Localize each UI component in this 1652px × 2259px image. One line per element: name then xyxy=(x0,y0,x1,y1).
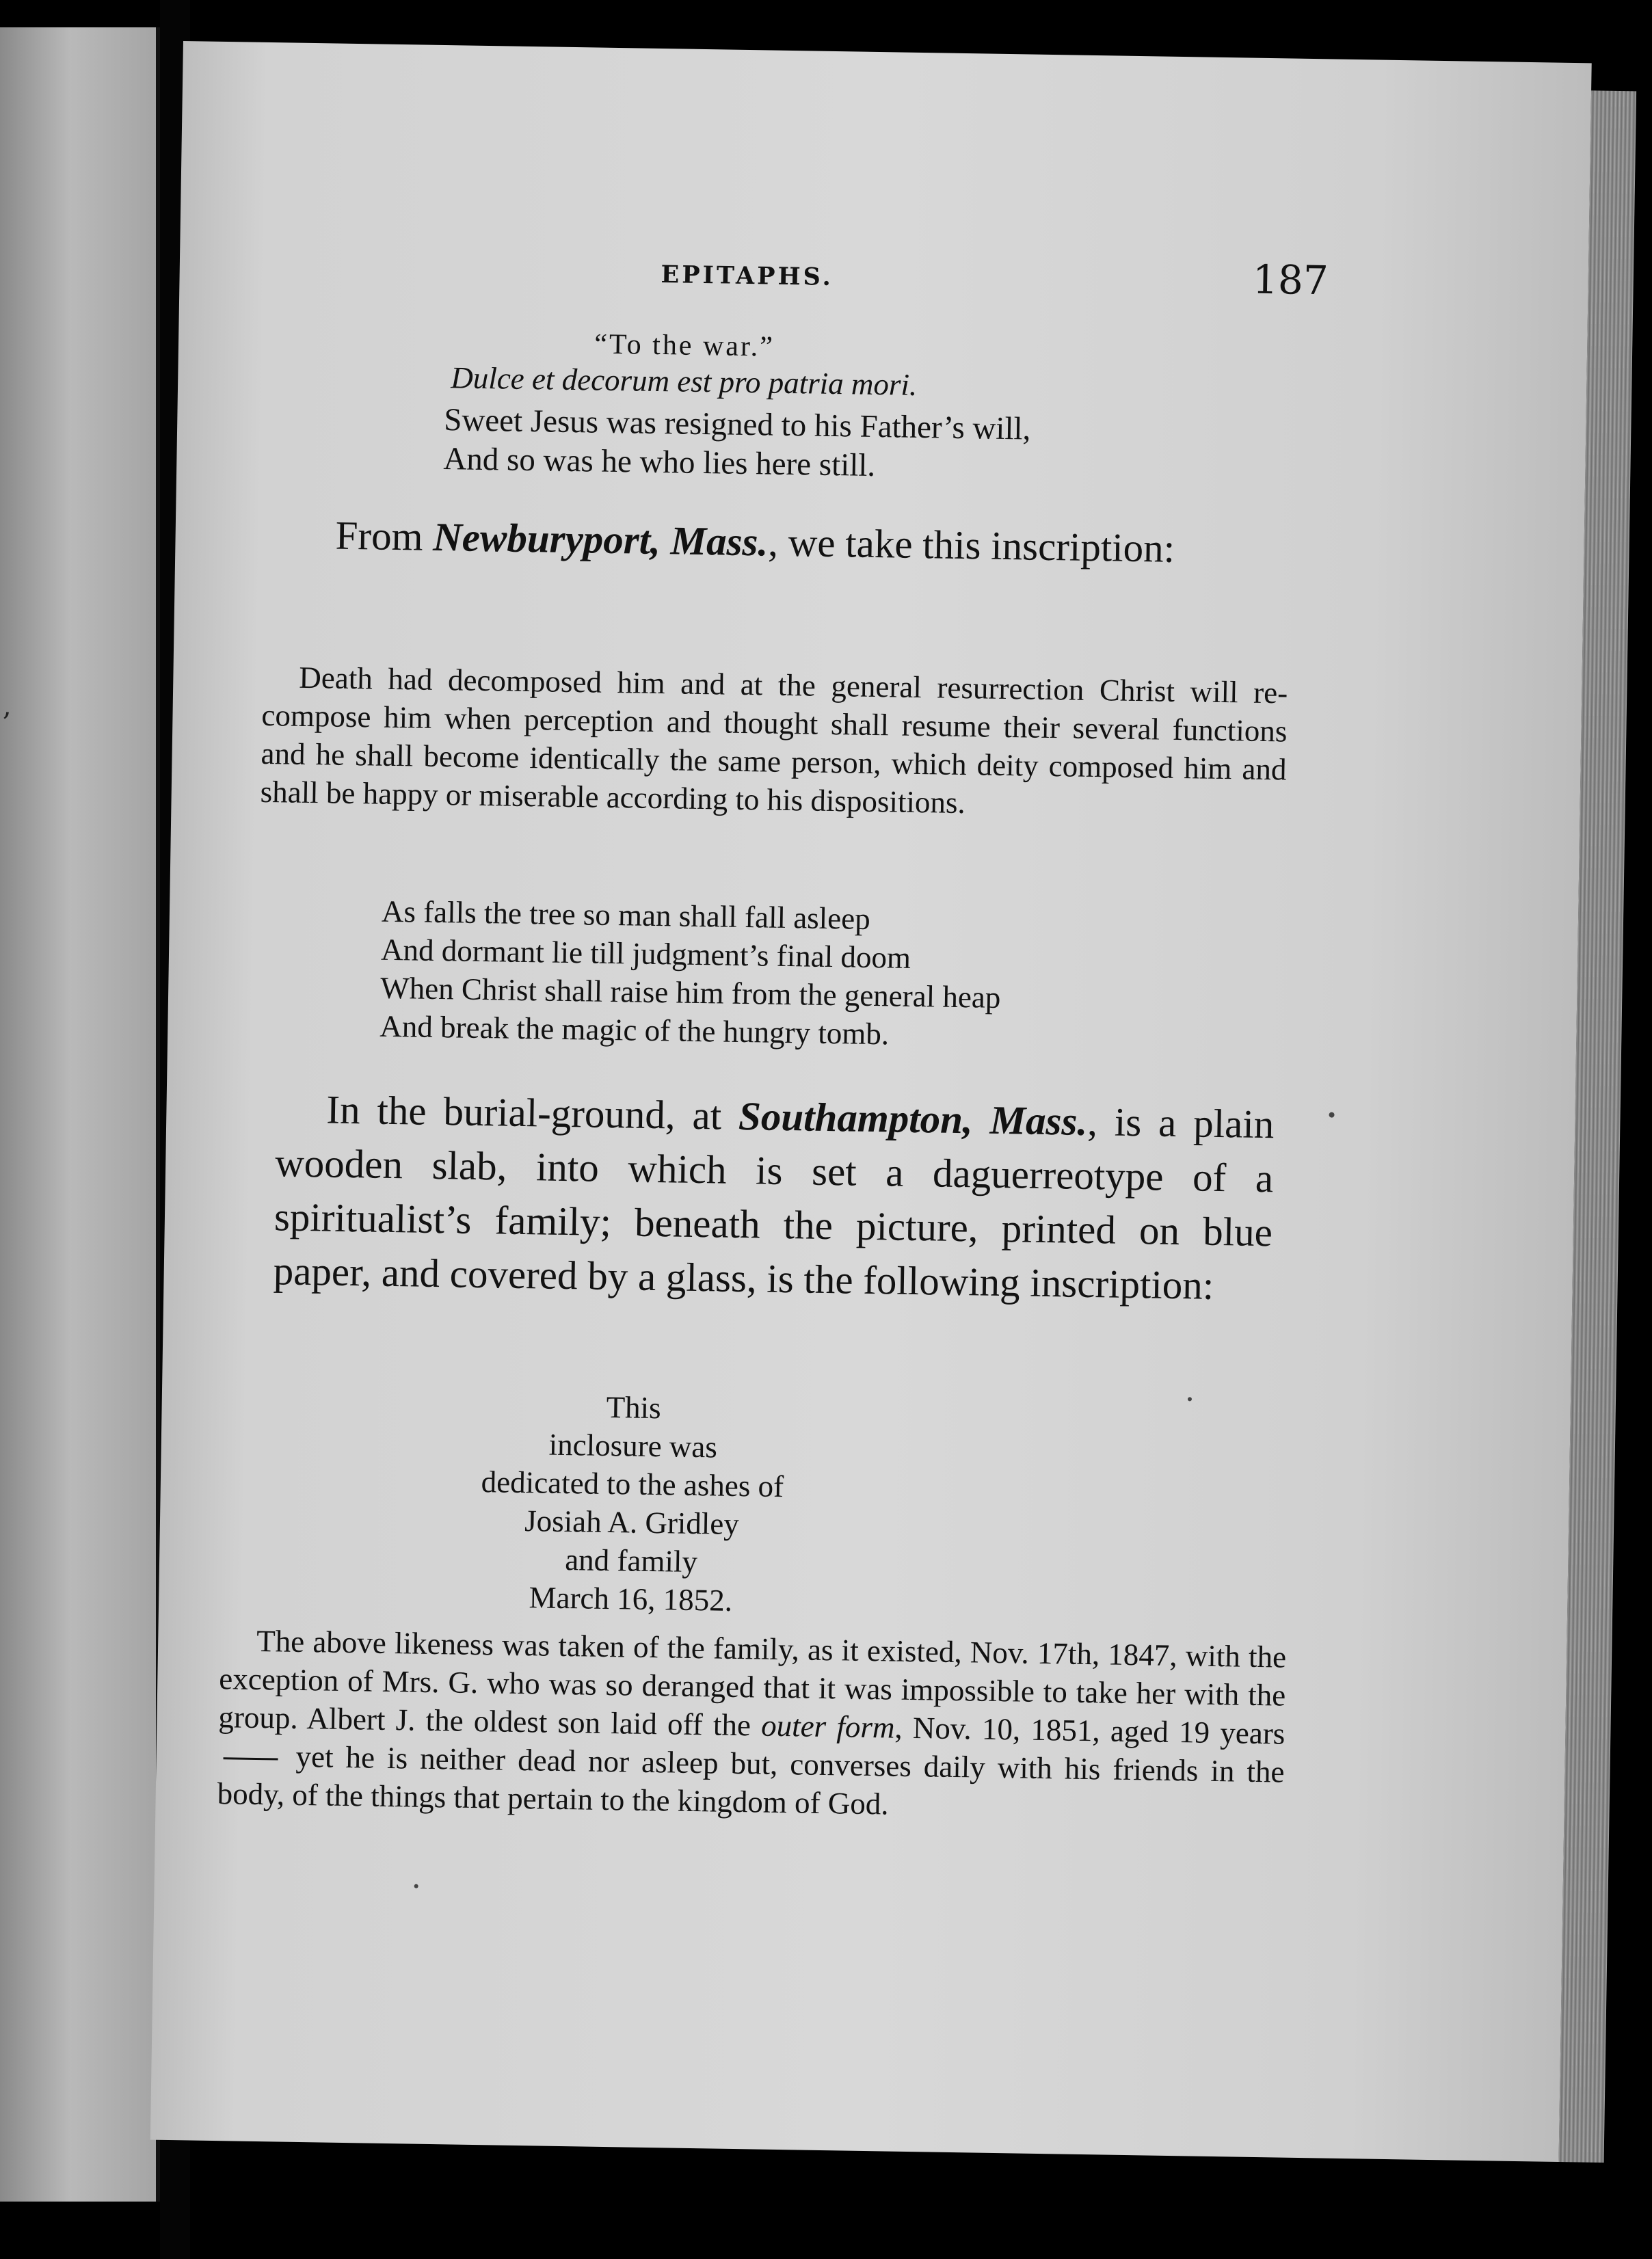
dedication-line: Josiah A. Gridley xyxy=(524,1503,740,1542)
facing-page-edge xyxy=(0,27,160,2202)
paper-speck xyxy=(1329,1112,1334,1118)
intro-text: From xyxy=(335,512,424,559)
dedication-line: and family xyxy=(564,1542,698,1579)
italic-phrase: outer form xyxy=(760,1708,895,1745)
newburyport-verse xyxy=(379,892,1002,1055)
intro-text: , we take this inscription: xyxy=(767,519,1175,571)
newburyport-inscription: Death had decomposed him and at the general resurrection Christ will re-compose him when perception and thought shall resume their several functions and he shall become identically the same person, which deity composed him and shall be happy or miserable according to his dispositions. xyxy=(260,660,1288,820)
page-number: 187 xyxy=(1252,256,1329,304)
intro-text: In the burial-ground, at xyxy=(325,1086,722,1138)
verse-line: Sweet Jesus was resigned to his Father’s will, xyxy=(443,402,1031,447)
verse-line: And break the magic of the hungry tomb. xyxy=(379,1008,890,1052)
verse-line: As falls the tree so man shall fall asleep xyxy=(381,894,871,936)
paragraph-text: The above likeness was taken of the family, as it existed, Nov. 17th, 1847, with the exception of Mrs. G. who was so deranged that it was impossible to take her with the group. Albert J. the oldest son laid off the xyxy=(218,1623,1287,1743)
southampton-intro xyxy=(273,1082,1275,1313)
place-name: Newburyport, Mass. xyxy=(432,513,769,565)
page-edge-stack xyxy=(1559,90,1637,2163)
place-name: Southampton, Mass. xyxy=(738,1093,1088,1144)
epitaph-title: “To the war.” xyxy=(594,328,775,363)
paper-speck xyxy=(414,1884,418,1888)
em-dash-rule xyxy=(224,1757,278,1760)
facing-page-mark: , xyxy=(3,691,12,722)
verse-line: When Christ shall raise him from the general heap xyxy=(379,970,1001,1015)
verse-line: And dormant lie till judgment’s final doom xyxy=(380,932,911,975)
paper-speck xyxy=(1188,1397,1192,1401)
epitaph-verse xyxy=(443,401,1031,487)
epitaph-latin-motto: Dulce et decorum est pro patria mori. xyxy=(450,360,918,402)
intro-text: , is a plain wooden slab, into which is set a daguerreotype of a spiritualist’s family; beneath the picture, printed on blue paper, and covered by a glass, is the following inscription: xyxy=(273,1098,1275,1308)
likeness-paragraph xyxy=(217,1621,1286,1829)
book-page xyxy=(150,41,1592,2162)
dedication-line: March 16, 1852. xyxy=(529,1580,733,1618)
dedication-line: dedicated to the ashes of xyxy=(481,1465,784,1504)
dedication-line: inclosure was xyxy=(548,1427,718,1465)
paragraph-text: yet he is neither dead nor asleep but, converses daily with his friends in the body, of the things that pertain to the kingdom of God. xyxy=(217,1739,1285,1821)
verse-line: And so was he who lies here still. xyxy=(443,441,876,483)
newburyport-intro xyxy=(284,507,1283,576)
dedication-line: This xyxy=(606,1389,662,1426)
paragraph-text: , Nov. 10, 1851, aged 19 years xyxy=(894,1710,1285,1751)
gridley-dedication xyxy=(159,1381,1106,1626)
running-head: EPITAPHS. xyxy=(661,260,834,291)
